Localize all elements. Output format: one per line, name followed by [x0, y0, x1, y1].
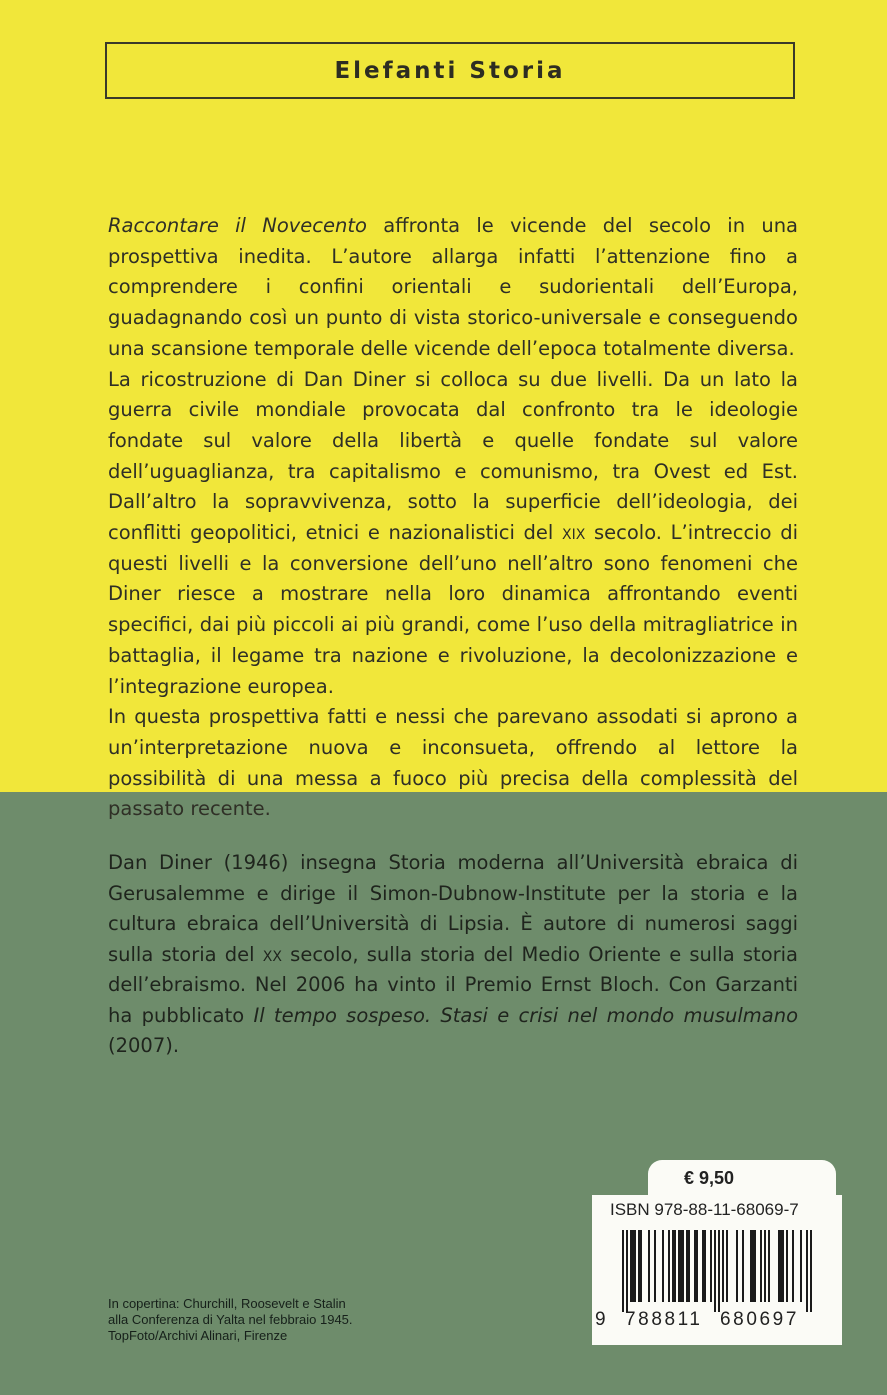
- barcode-bar: [782, 1230, 784, 1302]
- cover-credit-line: alla Conferenza di Yalta nel febbraio 1945.: [108, 1312, 353, 1327]
- barcode-bar: [764, 1230, 766, 1302]
- barcode-bar: [800, 1230, 802, 1302]
- book-blurb: [108, 211, 798, 825]
- book-title-italic: Raccontare il Novecento: [108, 214, 367, 237]
- century-numeral: xx: [262, 942, 282, 966]
- barcode-bar: [810, 1230, 812, 1312]
- blurb-paragraph-2: La ricostruzione di Dan Diner si colloca su due livelli. Da un lato la guerra civile mondiale provocata dal confronto tra le ideologie fondate sul valore della libertà e quelle fondate sul valore dell’uguaglianza, tra capitalismo e comunismo, tra Ovest ed Est. Dall’altro la sopravvivenza, sotto la superficie dell’ideologia, dei conflitti geopolitici, etnici e nazionalistici del xix secolo. L’intreccio di questi livelli e la conversione dell’uno nell’altro sono fenomeni che Diner riesce a mostrare nella loro dinamica affrontando eventi specifici, dai più piccoli ai più grandi, come l’uso della mitragliatrice in battaglia, il legame tra nazione e rivoluzione, la decolonizzazione e l’integrazione europea.: [108, 367, 798, 698]
- author-bio-paragraph: Dan Diner (1946) insegna Storia moderna all’Università ebraica di Gerusalemme e dirige il Simon-Dubnow-Institute per la storia e la cultura ebraica dell’Università di Lipsia. È autore di numerosi saggi sulla storia del xx secolo, sulla storia del Medio Oriente e sulla storia dell’ebraismo. Nel 2006 ha vinto il Premio Ernst Bloch. Con Garzanti ha pubblicato Il tempo sospeso. Stasi e crisi nel mondo musulmano (2007).: [108, 851, 799, 1057]
- cover-credit-line: In copertina: Churchill, Roosevelt e Stalin: [108, 1296, 346, 1311]
- barcode-bar: [638, 1230, 640, 1302]
- barcode-bar: [694, 1230, 696, 1302]
- blurb-paragraph-1: Raccontare il Novecento affronta le vicende del secolo in una prospettiva inedita. L’autore allarga infatti l’attenzione fino a comprendere i confini orientali e sudorientali dell’Europa, guadagnando così un punto di vista storico-universale e conseguendo una scansione temporale delle vicende dell’epoca totalmente diversa.: [108, 214, 799, 360]
- barcode-bar: [702, 1230, 704, 1302]
- barcode-bar: [718, 1230, 720, 1312]
- barcode-bar: [722, 1230, 724, 1302]
- barcode-bar: [640, 1230, 642, 1302]
- isbn-text: ISBN 978-88-11-68069-7: [610, 1200, 799, 1219]
- barcode-bar: [634, 1230, 636, 1302]
- barcode-bar: [754, 1230, 756, 1302]
- isbn-barcode-label: [592, 1195, 842, 1345]
- barcode-bar: [714, 1230, 716, 1312]
- barcode-bar: [696, 1230, 698, 1302]
- cover-credit: [108, 1296, 408, 1344]
- barcode-bar: [806, 1230, 808, 1312]
- barcode-bar: [778, 1230, 780, 1302]
- barcode-bar: [626, 1230, 628, 1312]
- ean-right-group: 680697: [720, 1309, 800, 1330]
- barcode-bar: [682, 1230, 684, 1302]
- price-text: € 9,50: [684, 1168, 735, 1188]
- ean-left-group: 788811: [625, 1309, 703, 1330]
- barcode-bar: [736, 1230, 738, 1302]
- barcode-bar: [672, 1230, 674, 1302]
- barcode-bar: [780, 1230, 782, 1302]
- barcode-bar: [792, 1230, 794, 1302]
- ean-first-digit: 9: [595, 1309, 606, 1330]
- barcode-bar: [750, 1230, 752, 1302]
- barcode-bar: [674, 1230, 676, 1302]
- author-bio: [108, 848, 798, 1062]
- barcode-bar: [786, 1230, 788, 1302]
- barcode-bar: [622, 1230, 624, 1312]
- barcode-bar: [662, 1230, 664, 1302]
- other-book-title: Il tempo sospeso. Stasi e crisi nel mondo musulmano: [253, 1003, 798, 1027]
- barcode-bar: [668, 1230, 670, 1302]
- barcode-bar: [726, 1230, 728, 1302]
- barcode-icon: [612, 1230, 822, 1312]
- barcode-bar: [632, 1230, 634, 1302]
- blurb-paragraph-3: In questa prospettiva fatti e nessi che parevano assodati si aprono a un’interpretazione nuova e inconsueta, offrendo al lettore la possibilità di una messa a fuoco più precisa della complessità del passato recente.: [108, 705, 798, 821]
- barcode-bar: [630, 1230, 632, 1302]
- series-title-box: [105, 42, 795, 99]
- barcode-bar: [710, 1230, 712, 1302]
- barcode-bar: [680, 1230, 682, 1302]
- barcode-bar: [752, 1230, 754, 1302]
- century-numeral: xix: [562, 521, 586, 545]
- barcode-bar: [742, 1230, 744, 1302]
- barcode-bar: [760, 1230, 762, 1302]
- barcode-bar: [768, 1230, 770, 1302]
- barcode-bar: [678, 1230, 680, 1302]
- series-title: Elefanti Storia: [334, 57, 566, 84]
- barcode-bar: [686, 1230, 688, 1302]
- barcode-bar: [688, 1230, 690, 1302]
- price-label: [648, 1160, 836, 1200]
- barcode-bar: [648, 1230, 650, 1302]
- barcode-bar: [654, 1230, 656, 1302]
- barcode-bar: [704, 1230, 706, 1302]
- cover-credit-line: TopFoto/Archivi Alinari, Firenze: [108, 1328, 288, 1343]
